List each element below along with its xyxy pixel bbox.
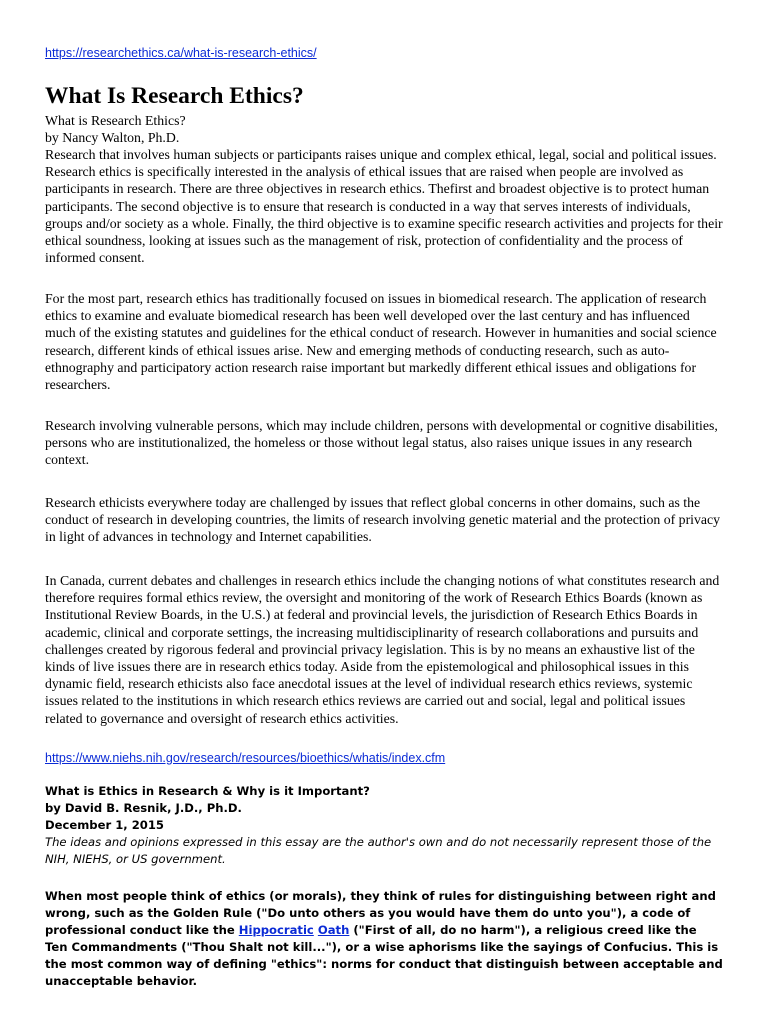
article1-paragraph-1: Research that involves human subjects or participants raises unique and complex ethical, legal, social and political issues. Research ethics is specifically interested in the analysis of ethical issues that are raised when people are involved as participants in research. There are three objectives in research ethics. Thefirst and broadest objective is to protect human participants. The second objective is to ensure that research is conducted in a way that serves interests of individuals, groups and/or society as a whole. Finally, the third objective is to examine specific research activities and projects for their ethical soundness, looking at issues such as the management of risk, protection of confidentiality and the process of informed consent. xyxy=(45,147,723,266)
article2-author: by David B. Resnik, J.D., Ph.D. xyxy=(45,801,242,815)
article2-body-part2: ("First of all, do no harm"), a religious creed like the Ten Commandments ("Thou Shalt not kill..."), or a wise aphorisms like the sayings of Confucius. This is the most common way of defining "ethics": norms for conduct that distinguish between acceptable and unacceptable behavior. xyxy=(45,923,723,988)
article1-paragraph-4: Research ethicists everywhere today are challenged by issues that reflect global concerns in other domains, such as the conduct of research in developing countries, the limits of research involving genetic material and the protection of privacy in light of advances in technology and Internet capabilities. xyxy=(45,495,721,545)
article2-body-part1: When most people think of ethics (or morals), they think of rules for distinguishing between right and wrong, such as the Golden Rule ("Do unto others as you would have them do unto you"), a code of professional conduct like the xyxy=(45,889,716,937)
article1-paragraph-3: Research involving vulnerable persons, which may include children, persons with developmental or cognitive disabilities, persons who are institutionalized, the homeless or those without legal status, also raises unique issues in any research context. xyxy=(45,418,718,468)
article1-paragraph-5: In Canada, current debates and challenges in research ethics include the changing notions of what constitutes research and therefore requires formal ethics review, the oversight and monitoring of the work of Research Ethics Boards (known as Institutional Review Boards, in the U.S.) at federal and provincial levels, the jurisdiction of Research Ethics Boards in academic, clinical and corporate settings, the increasing multidisciplinarity of research collaborations and pursuits and challenges created by rigorous federal and provincial privacy legislation. This is by no means an exhaustive list of the kinds of live issues there are in research ethics today. Aside from the epistemological and philosophical issues in this dynamic field, research ethicists also face anecdotal issues at the level of individual research ethics reviews, systemic issues related to the institutions in which research ethics reviews are carried out and social, legal and political issues related to governance and oversight of research ethics activities. xyxy=(45,573,720,726)
oath-link[interactable]: Oath xyxy=(317,923,350,937)
source-link-niehs[interactable]: https://www.niehs.nih.gov/research/resources/bioethics/whatis/index.cfm xyxy=(45,751,446,765)
page-title: What Is Research Ethics? xyxy=(45,83,304,109)
article2-date: December 1, 2015 xyxy=(45,818,164,832)
article1-subtitle: What is Research Ethics? xyxy=(45,113,186,128)
article1-author: by Nancy Walton, Ph.D. xyxy=(45,130,180,146)
article2-title: What is Ethics in Research & Why is it Important? xyxy=(45,784,370,798)
article1-header xyxy=(45,112,723,146)
article2-header xyxy=(45,783,723,868)
article1-paragraph-2: For the most part, research ethics has traditionally focused on issues in biomedical research. The application of research ethics to examine and evaluate biomedical research has been well developed over the last century and has influenced much of the existing statutes and guidelines for the ethical conduct of research. However in humanities and social science research, different kinds of ethical issues arise. New and emerging methods of conducting research, such as auto-ethnography and participatory action research raise important but markedly different ethical issues and obligations for researchers. xyxy=(45,291,717,393)
article2-paragraph-1 xyxy=(45,888,723,990)
hippocratic-link[interactable]: Hippocratic xyxy=(238,923,314,937)
article2-disclaimer: The ideas and opinions expressed in this essay are the author's own and do not necessarily represent those of the NIH, NIEHS, or US government. xyxy=(45,835,712,866)
source-link-researchethics[interactable]: https://researchethics.ca/what-is-research-ethics/ xyxy=(45,46,317,60)
